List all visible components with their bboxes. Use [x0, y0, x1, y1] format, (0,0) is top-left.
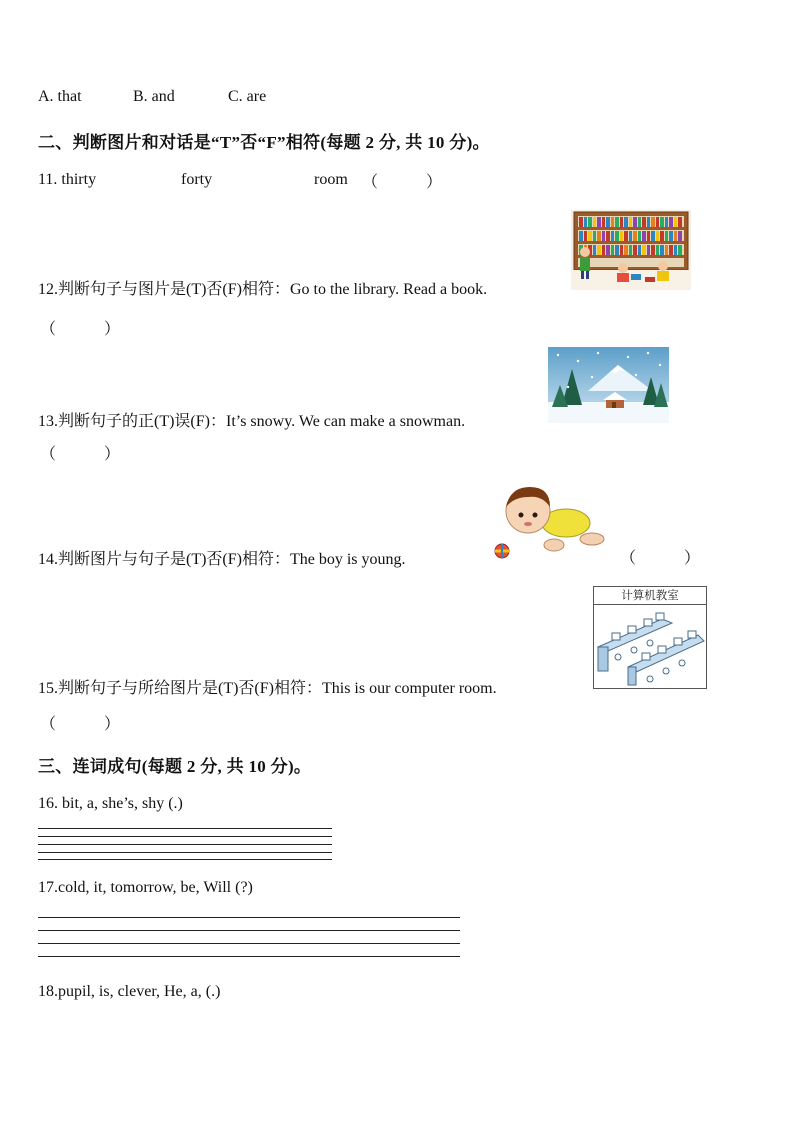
library-image [571, 210, 691, 290]
option-b: B. and [133, 88, 175, 105]
q13-text: 13.判断句子的正(T)误(F)：It’s snowy. We can make a snowman. [38, 413, 466, 430]
snowy-image [548, 347, 669, 423]
baby-image [484, 481, 606, 559]
q15-answer-paren[interactable]: （ ） [40, 716, 121, 733]
q11-word3: room [314, 171, 348, 188]
section2-heading: 二、判断图片和对话是“T”否“F”相符(每题 2 分, 共 10 分)。 [38, 133, 490, 152]
q15-text: 15.判断句子与所给图片是(T)否(F)相符：This is our computer room. [38, 680, 497, 697]
computer-room-sign: 计算机教室 [594, 587, 706, 605]
q14-text: 14.判断图片与句子是(T)否(F)相符：The boy is young. [38, 551, 406, 568]
q11-answer-paren[interactable]: （ ） [362, 174, 443, 191]
q12-text: 12.判断句子与图片是(T)否(F)相符：Go to the library. Read a book. [38, 281, 488, 298]
q17-answer-lines[interactable] [38, 917, 460, 959]
q16-answer-lines[interactable] [38, 828, 332, 860]
q12-answer-paren[interactable]: （ ） [40, 321, 121, 338]
computer-room-image [593, 586, 707, 689]
q18-text: 18.pupil, is, clever, He, a, (.) [38, 983, 221, 1000]
q11-word1: 11. thirty [38, 171, 97, 188]
option-c: C. are [228, 88, 267, 105]
q14-answer-paren[interactable]: （ ） [620, 550, 701, 567]
q11-word2: forty [181, 171, 213, 188]
section3-heading: 三、连词成句(每题 2 分, 共 10 分)。 [38, 757, 312, 776]
option-a: A. that [38, 88, 82, 105]
q17-text: 17.cold, it, tomorrow, be, Will (?) [38, 879, 253, 896]
q16-text: 16. bit, a, she’s, shy (.) [38, 795, 183, 812]
q13-answer-paren[interactable]: （ ） [40, 446, 121, 463]
